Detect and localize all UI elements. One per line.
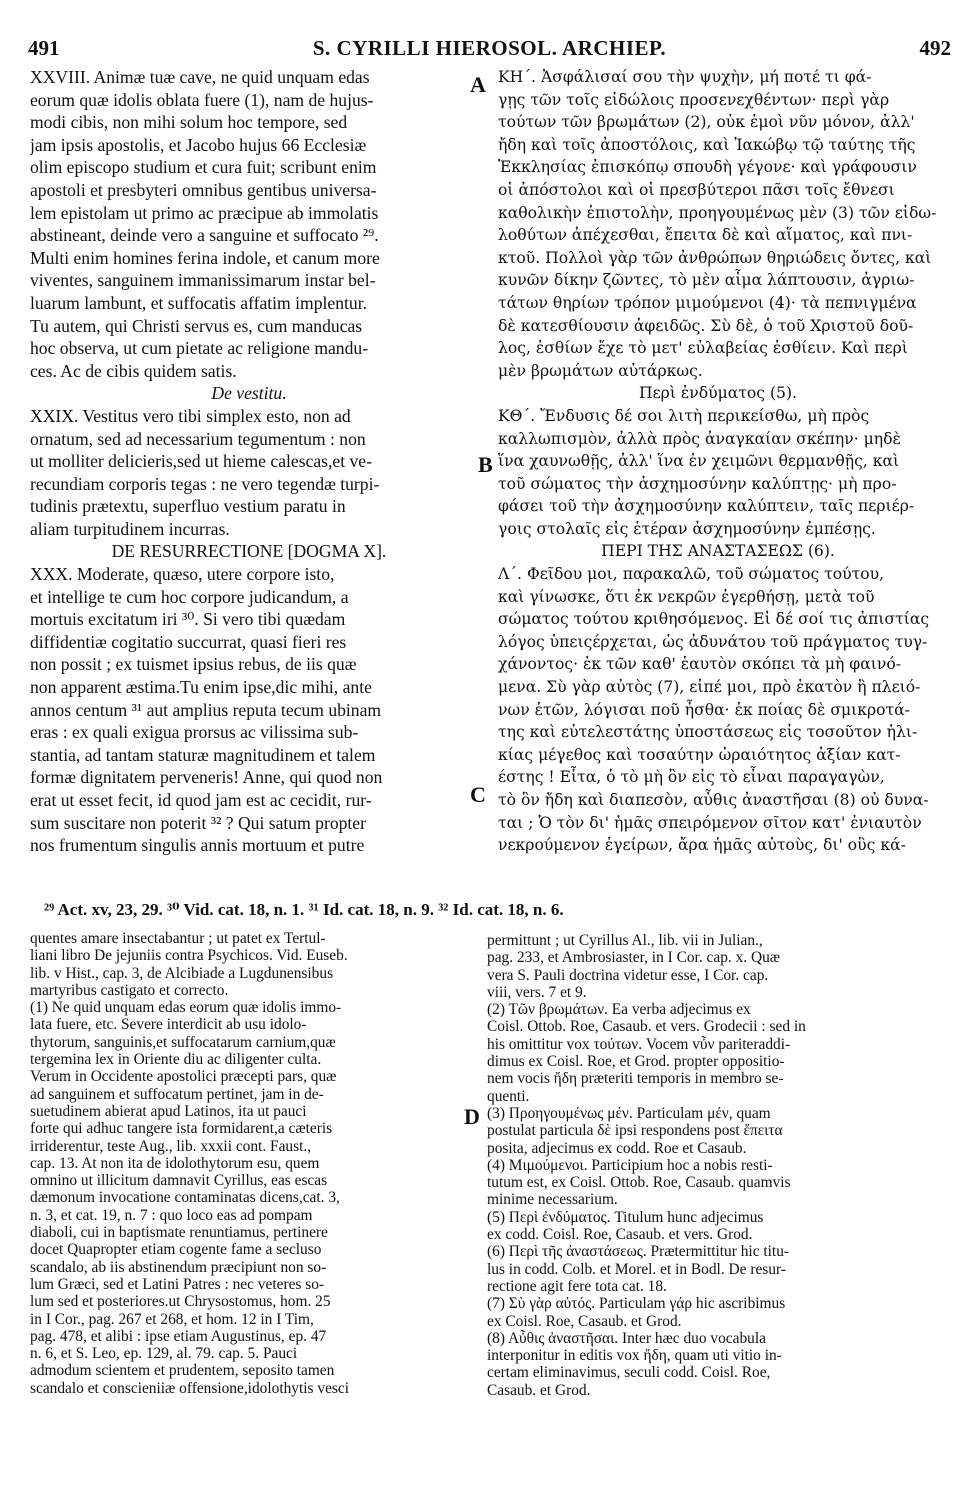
latin-column bbox=[30, 66, 468, 857]
note-4: (4) Μιμούμενοι. Participium hoc a nobis resti- tutum est, ex Coisl. Ottob. Roe, Casaub. quamvis minime necessarium. bbox=[487, 1156, 791, 1209]
note-8: (8) Αὖθις ἀναστῆσαι. Inter hæc duo vocabula interponitur in editis vox ἤδη, quam uti vitio in- certam eliminavimus, seculi codd. Coisl. Roe, Casaub. et Grod. bbox=[487, 1329, 782, 1399]
note-6: (6) Περὶ τῆς ἀναστάσεως. Prætermittitur hic titu- lus in codd. Colb. et Morel. et in Bodl. De resur- rectione agit fere tota cat. 18. bbox=[487, 1243, 790, 1295]
scripture-references: ²⁹ Act. xv, 23, 29. ³⁰ Vid. cat. 18, n. 1. ³¹ Id. cat. 18, n. 9. ³² Id. cat. 18, n. 6. bbox=[44, 900, 564, 919]
page-number-left: 491 bbox=[28, 36, 60, 60]
notes-left-column bbox=[30, 930, 458, 1397]
margin-marker-c: C bbox=[470, 782, 486, 807]
note-5: (5) Περὶ ἐνδύματος. Titulum hunc adjecimus ex codd. Coisl. Roe, Casaub. et vers. Grod. bbox=[487, 1208, 764, 1244]
note-2: (2) Τῶν βρωμάτων. Ea verba adjecimus ex Coisl. Ottob. Roe, Casaub. et vers. Grodecii : sed in his omittitur vox τούτων. Vocem vὖν pariteraddi- dimus ex Coisl. Roe, et Grod. propter oppositio- nem vocis ἤδη præteriti temporis in membro se- quenti. bbox=[487, 1001, 806, 1105]
note-1: (1) Ne quid unquam edas eorum quæ idolis immo- lata fuere, etc. Severe interdicit ab usu idolo- thytorum, sanguinis,et suffocatarum carnium,quæ tergemina lex in Oriente diu ac diligenter culta. Verum in Occidente apostolici præcepti pars, quæ ad sanguinem et suffocatum pertinet, jam in de- suetudinem abierat apud Latinos, ita ut pauci forte qui adhuc tangere ista formidarent,a cæteris irriderentur, teste Aug., lib. xxxii cont. Faust., cap. 13. At non ita de idolothytorum esu, quem omnino ut illicitum damnavit Cyrillus, eas escas dæmonum invocatione contaminatas dicens,cat. 3, n. 3, et cat. 19, n. 7 : quo loco eas ad pompam diaboli, cui in baptismate renuntiamus, pertinere docet Quapropter etiam cogente fame a secluso scandalo, ab iis abstinendum præcipiunt non so- lum Græci, sed et Latini Patres : nec veteres so- lum sed et posteriores.ut Chrysostomus, hom. 25 in I Cor., pag. 267 et 268, et hom. 12 in I Tim, pag. 478, et alibi : ipse etiam Augustinus, ep. 47 n. 6, et S. Leo, ep. 129, al. 79. cap. 5. Pauci admodum scientem et prudentem, seposito tamen scandalo et conscieniiæ offensione,idolothytis vesci bbox=[30, 999, 350, 1397]
latin-paragraph-28: XXVIII. Animæ tuæ cave, ne quid unquam edas eorum quæ idolis oblata fuere (1), nam de hujus- modi cibis, non mihi solum hoc tempore, sed jam ipsis apostolis, et Jacobo hujus 66 Ecclesiæ olim episcopo studium et cura fuit; scribunt enim apostoli et presbyteri omnibus gentibus universa- lem epistolam ut primo ac præcipue ab immolatis abstineant, deinde vero a sanguine et suffocato ²⁹. Multi enim homines ferina indole, et canum more viventes, sanguinem immanissimarum instar bel- luarum lambunt, et suffocatis affatim implentur. Tu autem, qui Christi servus es, cum manducas hoc observa, ut cum pietate ac religione mandu- ces. Ac de cibis quidem satis. bbox=[30, 67, 380, 381]
latin-paragraph-30: XXX. Moderate, quæso, utere corpore isto, et intellige te cum hoc corpore judicandum, a mortuis excitatum iri ³⁰. Si vero tibi quædam diffidentiæ cogitatio succurrat, quasi fieri res non possit ; ex tuismet ipsius rebus, de iis quæ non apparent æstima.Tu enim ipse,dic mihi, ante annos centum ³¹ aut amplius reputa tecum ubinam eras : ex quali exigua prorsus ac vilissima sub- stantia, ad tantam staturæ magnitudinem et talem formæ dignitatem perveneris! Anne, qui quod non erat ut esset fecit, id quod jam est ac cecidit, rur- sum suscitare non poterit ³² ? Qui satum propter nos frumentum singulis annis mortuum et putre bbox=[30, 564, 383, 856]
note-7: (7) Σὺ γὰρ αὐτός. Particulam γάρ hic ascribimus ex Coisl. Roe, Casaub. et Grod. bbox=[487, 1295, 786, 1330]
page-number-right: 492 bbox=[919, 36, 951, 60]
running-title: S. CYRILLI HIEROSOL. ARCHIEP. bbox=[312, 36, 667, 60]
margin-marker-a: A bbox=[470, 72, 486, 97]
notes-right-column bbox=[487, 932, 927, 1399]
greek-paragraph-30: Λ΄. Φεῖδου μοι, παρακαλῶ, τοῦ σώματος τούτου, καὶ γίνωσκε, ὅτι ἐκ νεκρῶν ἐγερθήσῃ, μετὰ τοῦ σώματος τούτου κριθησόμενος. Εἰ δέ σοί τις ἀπιστίας λόγος ὑπειςέρχεται, ὡς ἀδυνάτου τοῦ πράγματος τυγ- χάνοντος· ἐκ τῶν καθ' ἑαυτὸν σκόπει τὰ μὴ φαινό- μενα. Σὺ γὰρ αὐτὸς (7), εἰπέ μοι, πρὸ ἑκατὸν ἢ πλειό- νων ἐτῶν, λόγισαι ποῦ ἦσθα· ἐκ ποίας δὲ σμικροτά- της καὶ εὐτελεστάτης ὑποστάσεως εἰς τοσοῦτον ἡλι- κίας μέγεθος καὶ τοσαύτην ὡραιότητος ἀξίαν κατ- έστης ! Εἶτα, ὁ τὸ μὴ ὂν εἰς τὸ εἶναι παραγαγὼν, τὸ ὂν ἤδη καὶ διαπεσὸν, αὖθις ἀναστῆσαι (8) οὐ δυνα- ται ; Ὁ τὸν δι' ἡμᾶς σπειρόμενον σῖτον κατ' ἐνιαυτὸν νεκρούμενον ἐγείρων, ἄρα ἡμᾶς αὐτοὺς, δι' οὓς κά- bbox=[498, 565, 930, 855]
greek-column bbox=[498, 66, 938, 857]
latin-heading-vestitu: De vestitu. bbox=[211, 383, 287, 404]
margin-marker-b: B bbox=[478, 452, 493, 477]
note-3: (3) Προηγουμένως μέν. Particulam μέν, quam postulat particula δὲ ipsi respondens post ἔπειτα posita, adjecimus ex codd. Roe et Casaub. bbox=[487, 1104, 783, 1157]
margin-marker-d: D bbox=[464, 1104, 480, 1129]
note-continuation-right: permittunt ; ut Cyrillus Al., lib. vii in Julian., pag. 233, et Ambrosiaster, in I Cor. cap. x. Quæ vera S. Pauli doctrina videtur esse, I Cor. cap. viii, vers. 7 et 9. bbox=[487, 932, 781, 1001]
latin-heading-resurrectione: DE RESURRECTIONE [DOGMA X]. bbox=[111, 541, 387, 562]
greek-paragraph-28: ΚΗ΄. Ἀσφάλισαί σου τὴν ψυχὴν, μή ποτέ τι φά- γῃς τῶν τοῖς εἰδώλοις προσενεχθέντων· περὶ γὰρ τούτων τῶν βρωμάτων (2), οὐκ ἐμοὶ νῦν μόνον, ἀλλ' ἤδη καὶ τοῖς ἀποστόλοις, καὶ Ἰακώβῳ τῷ ταύτης τῆς Ἐκκλησίας ἐπισκόπῳ σπουδὴ γέγονε· καὶ γράφουσιν οἱ ἀπόστολοι καὶ οἱ πρεσβύτεροι πᾶσι τοῖς ἔθνεσι καθολικὴν ἐπιστολὴν, προηγουμένως μὲν (3) τῶν εἰδω- λοθύτων ἀπέχεσθαι, ἔπειτα δὲ καὶ αἵματος, καὶ πνι- κτοῦ. Πολλοὶ γὰρ τῶν ἀνθρώπων θηριώδεις ὄντες, καὶ κυνῶν δίκην ζῶντες, τὸ μὲν αἷμα λάπτουσιν, ἀγριω- τάτων θηρίων τρόπον μιμούμενοι (4)· τὰ πεπνιγμένα δὲ κατεσθίουσιν ἀφειδῶς. Σὺ δὲ, ὁ τοῦ Χριστοῦ δοῦ- λος, ἐσθίων ἔχε τὸ μετ' εὐλαβείας ἐσθίειν. Καὶ περὶ μὲν βρωμάτων αὐτάρκως. bbox=[498, 68, 937, 380]
note-continuation-left: quentes amare insectabantur ; ut patet ex Tertul- liani libro De jejuniis contra Psychicos. Vid. Euseb. lib. v Hist., cap. 3, de Alcibiade a Lugdunensibus martyribus castigato et correcto. bbox=[30, 930, 348, 999]
greek-heading-anastaseos: ΠΕΡΙ ΤΗΣ ΑΝΑΣΤΑΣΕΩΣ (6). bbox=[601, 542, 835, 561]
greek-paragraph-29: ΚΘ΄. Ἔνδυσις δέ σοι λιτὴ περικείσθω, μὴ πρὸς καλλωπισμὸν, ἀλλὰ πρὸς ἀναγκαίαν σκέπην· μηδὲ ἵνα χαυνωθῇς, ἀλλ' ἵνα ἐν χειμῶνι θερμανθῇς, καὶ τοῦ σώματος τὴν ἀσχημοσύνην καλύπτῃς· μὴ προ- φάσει τοῦ τὴν ἀσχημοσύνην καλύπτειν, ταῖς περιέρ- γοις στολαῖς εἰς ἑτέραν ἀσχημοσύνην ἐμπέσῃς. bbox=[498, 406, 915, 538]
latin-paragraph-29: XXIX. Vestitus vero tibi simplex esto, non ad ornatum, sed ad necessarium tegumentum : non ut molliter delicieris,sed ut hieme calescas,et ve- recundiam corporis tegas : ne vero tegendæ turpi- tudinis prætextu, superfluo vestium paratu in aliam turpitudinem incurras. bbox=[30, 405, 380, 539]
greek-heading-endymatos: Περὶ ἐνδύματος (5). bbox=[638, 384, 798, 403]
running-header bbox=[28, 36, 951, 66]
